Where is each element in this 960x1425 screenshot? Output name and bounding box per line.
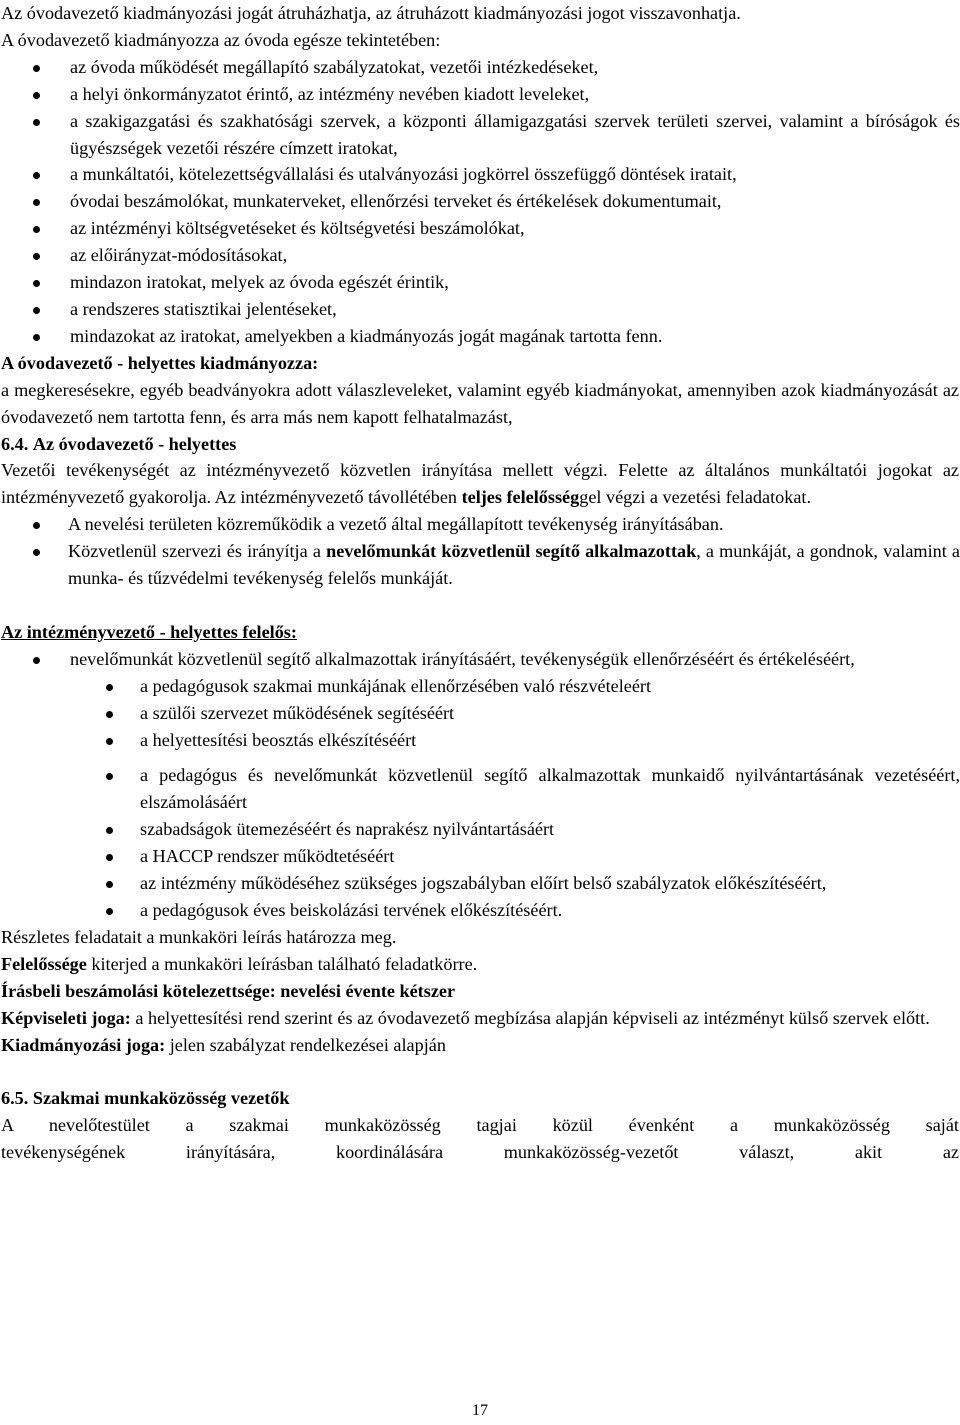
list-item: a helyi önkormányzatot érintő, az intézmény nevében kiadott leveleket, xyxy=(0,81,960,108)
bullet-icon xyxy=(33,280,40,287)
list-item: a rendszeres statisztikai jelentéseket, xyxy=(0,296,960,323)
bullet-icon xyxy=(33,119,40,126)
heading-deputy-signs: A óvodavezető - helyettes kiadmányozza: xyxy=(1,352,319,373)
section-heading-6-4: 6.4. Az óvodavezető - helyettes xyxy=(1,433,237,454)
paragraph-6-5-line1: A nevelőtestület a szakmai munkaközösség tagjai közül évenként a munkaközösség saját xyxy=(1,1115,959,1136)
sublist-item: a pedagógusok éves beiskolázási tervének előkészítéséért. xyxy=(0,897,960,924)
paragraph-delegation: Az óvodavezető kiadmányozási jogát átruházhatja, az átruházott kiadmányozási jogot visszavonhatja. xyxy=(1,3,741,23)
list-item: mindazon iratokat, melyek az óvoda egészét érintik, xyxy=(0,269,960,296)
bullet-icon xyxy=(33,226,40,233)
sublist-item: a pedagógusok szakmai munkájának ellenőrzésében való részvételeért xyxy=(0,673,960,700)
sublist-item: a szülői szervezet működésének segítéséért xyxy=(0,700,960,727)
paragraph-6-4: Vezetői tevékenységét az intézményvezető közvetlen irányítása mellett végzi. Felette az általános munkáltatói jogokat az intézményvezető gyakorolja. Az intézményvezető távollétében teljes felelősséggel végzi a vezetési feladatokat. xyxy=(1,460,959,508)
heading-deputy-responsible: Az intézményvezető - helyettes felelős: xyxy=(1,621,297,642)
list-item: az intézményi költségvetéseket és költségvetési beszámolókat, xyxy=(0,215,960,242)
bullet-icon xyxy=(33,199,40,206)
sublist-item: az intézmény működéséhez szükséges jogszabályban előírt belső szabályzatok előkészítéséért, xyxy=(0,870,960,897)
bullet-icon xyxy=(33,657,40,664)
bullet-icon xyxy=(106,854,113,861)
bullet-icon xyxy=(106,881,113,888)
paragraph-reporting-duty: Írásbeli beszámolási kötelezettsége: nevelési évente kétszer xyxy=(1,980,456,1001)
bullet-icon xyxy=(106,773,113,780)
responsibility-list xyxy=(0,646,960,924)
paragraph-signing-right: Kiadmányozási joga: jelen szabályzat rendelkezései alapján xyxy=(1,1034,446,1055)
list-item: Közvetlenül szervezi és irányítja a nevelőmunkát közvetlenül segítő alkalmazottak, a munkáját, a gondnok, valamint a munka- és tűzvédelmi tevékenység felelős munkáját. xyxy=(0,538,960,592)
sublist-item: szabadságok ütemezéséért és naprakész nyilvántartásáért xyxy=(0,816,960,843)
sublist-item: a pedagógus és nevelőmunkát közvetlenül segítő alkalmazottak munkaidő nyilvántartásának vezetéséért, elszámolásáért xyxy=(0,762,960,816)
bullet-icon xyxy=(33,549,40,556)
bullet-icon xyxy=(106,738,113,745)
paragraph-details: Részletes feladatait a munkaköri leírás határozza meg. xyxy=(1,926,397,947)
page-number: 17 xyxy=(472,1402,488,1419)
paragraph-6-5-line2: tevékenységének irányítására, koordinálására munkaközösség-vezetőt választ, akit az xyxy=(1,1142,959,1163)
bullet-icon xyxy=(33,65,40,72)
bullet-icon xyxy=(33,172,40,179)
director-signs-list xyxy=(0,54,960,350)
sublist-item: a helyettesítési beosztás elkészítéséért xyxy=(0,727,960,754)
bullet-icon xyxy=(106,908,113,915)
sublist-item: a HACCP rendszer működtetéséért xyxy=(0,843,960,870)
bullet-icon xyxy=(33,92,40,99)
bullet-icon xyxy=(33,253,40,260)
bullet-icon xyxy=(33,522,40,529)
bullet-icon xyxy=(33,334,40,341)
bullet-icon xyxy=(106,684,113,691)
list-item: mindazokat az iratokat, amelyekben a kiadmányozás jogát magának tartotta fenn. xyxy=(0,323,960,350)
deputy-duties-list xyxy=(0,511,960,592)
list-item: óvodai beszámolókat, munkaterveket, ellenőrzési terveket és értékelések dokumentumait, xyxy=(0,188,960,215)
bullet-icon xyxy=(106,827,113,834)
list-item: a szakigazgatási és szakhatósági szervek, a központi államigazgatási szervek területi szervei, valamint a bíróságok és ügyészségek vezetői részére címzett iratokat, xyxy=(0,108,960,162)
list-item: a munkáltatói, kötelezettségvállalási és utalványozási jogkörrel összefüggő döntések iratait, xyxy=(0,161,960,188)
section-heading-6-5: 6.5. Szakmai munkaközösség vezetők xyxy=(1,1088,290,1109)
paragraph-director-signs: A óvodavezető kiadmányozza az óvoda egésze tekintetében: xyxy=(1,29,441,50)
paragraph-responsibility: Felelőssége kiterjed a munkaköri leírásban található feladatkörre. xyxy=(1,953,478,974)
bullet-icon xyxy=(106,711,113,718)
list-item: A nevelési területen közreműködik a vezető által megállapított tevékenység irányításában. xyxy=(0,511,960,538)
list-item: az előirányzat-módosításokat, xyxy=(0,242,960,269)
list-item: nevelőmunkát közvetlenül segítő alkalmazottak irányításáért, tevékenységük ellenőrzéséért és értékeléséért, a pedagógusok szakmai munkájának ellenőrzésében való részvételeért a szülői szervezet működésének segítéséért a helyettesítési beosztás elkészítéséért a pedagógus és nevelőmunkát közvetlenül segítő alkalmazottak munkaidő nyilvántartásának vezetéséért, elszámolásáért szabadságok ütemezéséért és naprakész nyilvántartásáért a HACCP rendszer működtetéséért az intézmény működéséhez szükséges jogszabályban előírt belső szabályzatok előkészítéséért, a pedagógusok éves beiskolázási tervének előkészítéséért. xyxy=(0,646,960,924)
bullet-icon xyxy=(33,307,40,314)
list-item: az óvoda működését megállapító szabályzatokat, vezetői intézkedéseket, xyxy=(0,54,960,81)
paragraph-representation: Képviseleti joga: a helyettesítési rend szerint és az óvodavezető megbízása alapján képviseli az intézményt külső szervek előtt. xyxy=(1,1007,930,1028)
paragraph-deputy-signs: a megkeresésekre, egyéb beadványokra adott válaszleveleket, valamint egyéb kiadmányokat, amennyiben azok kiadmányozását az óvodavezető nem tartotta fenn, és arra más nem kapott felhatalmazást, xyxy=(1,379,959,427)
responsibility-sublist xyxy=(0,673,960,924)
